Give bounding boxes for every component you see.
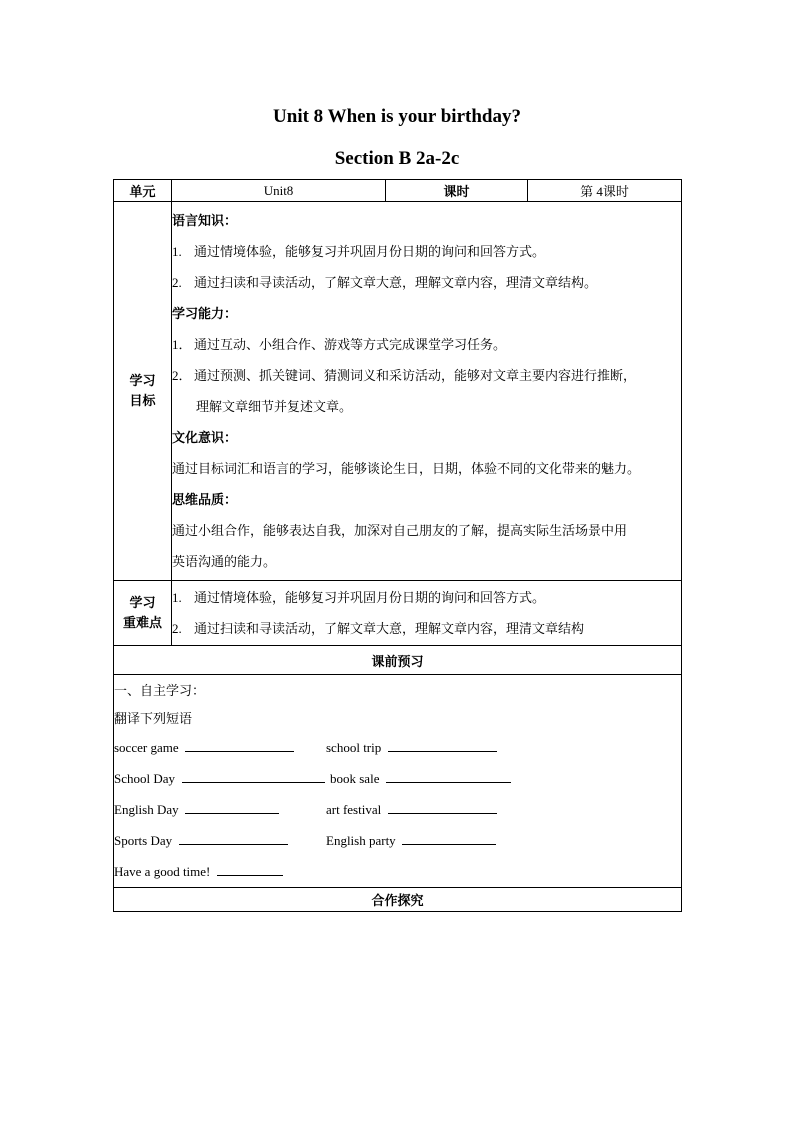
lesson-value: 第 4课时 [528,180,682,202]
answer-blank[interactable] [185,739,294,752]
phrase-text: English Day [114,802,179,817]
item-number: 2. [172,621,182,636]
phrase-left [114,763,330,794]
thinking-title: 思维品质： [172,492,238,507]
ability-continuation: 理解文章细节并复述文章。 [196,399,353,414]
phrase-text: school trip [326,740,382,755]
preview-header-row [114,646,682,675]
cooperation-section-title: 合作探究 [114,888,682,912]
item-number: 2． [172,368,192,383]
key-point-item [172,582,681,613]
objectives-label-line1: 学习 [129,373,156,388]
lesson-plan-table [113,179,682,912]
knowledge-title: 语言知识： [172,213,238,228]
phrase-left [114,825,326,856]
answer-blank[interactable] [185,801,279,814]
answer-blank[interactable] [217,863,283,876]
page-subtitle: Section B 2a-2c [334,148,460,169]
key-point-item [172,613,681,644]
item-number: 1. [172,244,182,259]
objectives-content [172,202,682,581]
knowledge-item [172,267,681,298]
phrase-text: School Day [114,771,176,786]
item-number: 1. [172,590,182,605]
item-text: 通过扫读和寻读活动，了解文章大意，理解文章内容，理清文章结构。 [194,275,598,290]
answer-blank[interactable] [388,739,497,752]
answer-blank[interactable] [388,801,497,814]
answer-blank[interactable] [386,770,511,783]
cooperation-header-row [114,888,682,912]
culture-title: 文化意识： [172,430,238,445]
objectives-row [114,202,682,581]
phrase-row [114,825,681,856]
phrase-left [114,794,326,825]
answer-blank[interactable] [402,832,496,845]
phrase-text: Sports Day [114,833,173,848]
phrase-text: soccer game [114,740,179,755]
knowledge-item [172,236,681,267]
phrase-text: English party [326,833,396,848]
ability-item [172,329,681,360]
instruction: 翻译下列短语 [114,711,193,726]
culture-text: 通过目标词汇和语言的学习，能够谈论生日，日期，体验不同的文化带来的魅力。 [172,461,641,476]
preview-section-title: 课前预习 [114,646,682,675]
key-points-label [114,581,172,646]
phrase-row [114,732,681,763]
objectives-label [114,202,172,581]
item-number: 2. [172,275,182,290]
item-text: 通过互动、小组合作、游戏等方式完成课堂学习任务。 [194,337,507,352]
answer-blank[interactable] [179,832,288,845]
item-text: 通过预测、抓关键词、猜测词义和采访活动，能够对文章主要内容进行推断， [194,368,637,383]
key-points-label-line2: 重难点 [122,615,162,630]
phrase-row [114,794,681,825]
thinking-text-line1: 通过小组合作，能够表达自我，加深对自己朋友的了解，提高实际生活场景中用 [172,523,628,538]
phrase-row [114,856,681,887]
unit-value: Unit8 [172,180,386,202]
key-points-label-line1: 学习 [129,595,156,610]
header-row [114,180,682,202]
objectives-label-line2: 目标 [129,393,156,408]
key-points-row [114,581,682,646]
unit-label: 单元 [114,180,172,202]
ability-title: 学习能力： [172,306,238,321]
page-title: Unit 8 When is your birthday? [273,106,521,127]
preview-row [114,675,682,888]
item-text: 通过扫读和寻读活动，了解文章大意，理解文章内容，理清文章结构 [194,621,585,636]
phrase-left [114,732,326,763]
item-text: 通过情境体验，能够复习并巩固月份日期的询问和回答方式。 [194,244,546,259]
phrase-text: book sale [330,771,380,786]
thinking-text-line2: 英语沟通的能力。 [172,554,277,569]
phrase-text: art festival [326,802,382,817]
phrase-row [114,763,681,794]
self-study-heading: 一、自主学习： [114,683,206,698]
key-points-content [172,581,682,646]
answer-blank[interactable] [182,770,325,783]
preview-content [114,675,682,888]
phrase-text: Have a good time! [114,864,211,879]
ability-item [172,360,681,391]
item-text: 通过情境体验，能够复习并巩固月份日期的询问和回答方式。 [194,590,546,605]
lesson-label: 课时 [386,180,528,202]
item-number: 1． [172,337,192,352]
